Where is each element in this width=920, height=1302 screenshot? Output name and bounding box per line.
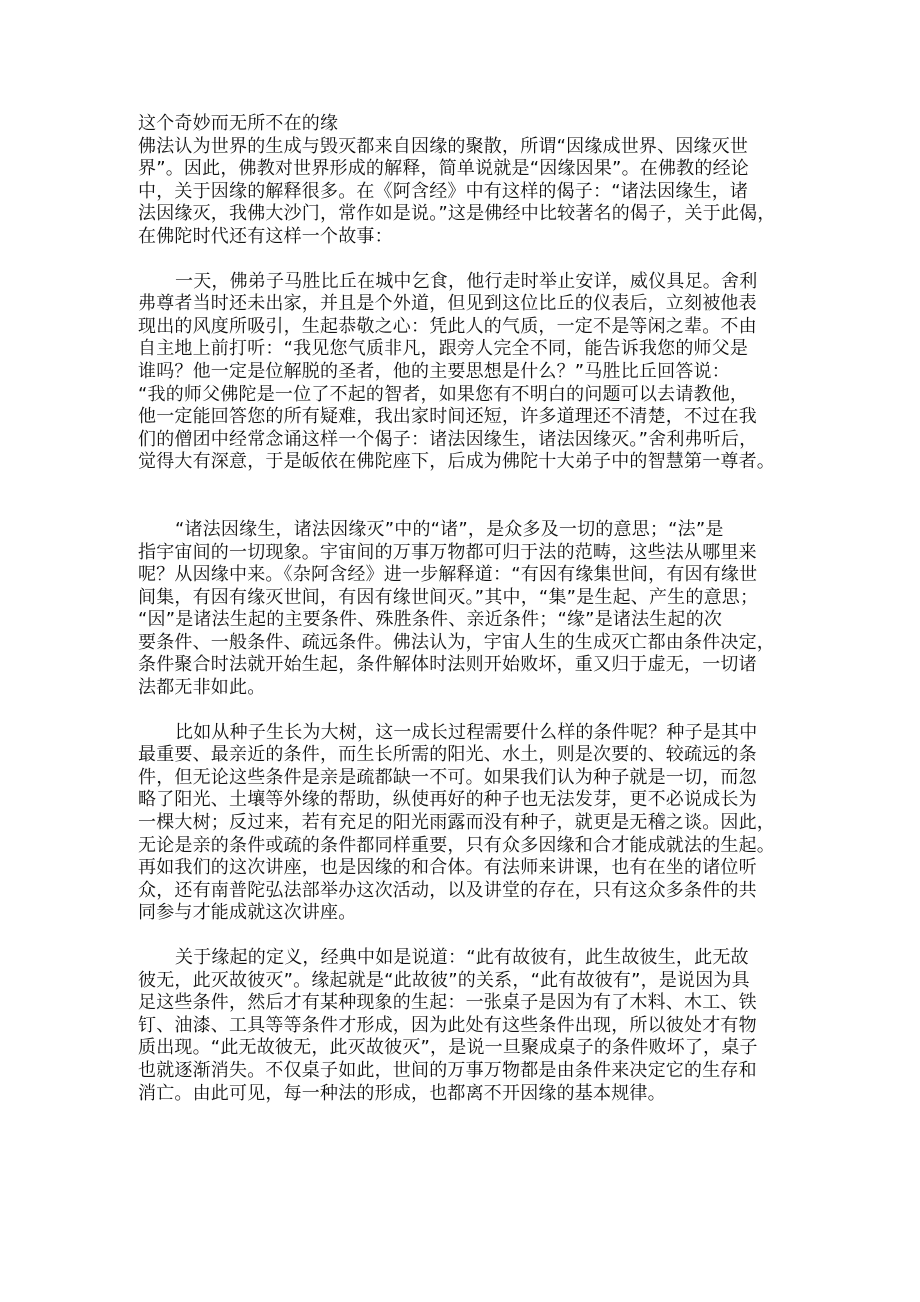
- paragraph-line: 一天，佛弟子马胜比丘在城中乞食，他行走时举止安详，威仪具足。舍利: [175, 270, 758, 292]
- paragraph-line: 略了阳光、土壤等外缘的帮助，纵使再好的种子也无法发芽，更不必说成长为: [138, 789, 757, 811]
- paragraph-line: 弗尊者当时还未出家，并且是个外道，但见到这位比丘的仪表后，立刻被他表: [138, 293, 757, 315]
- paragraph-line: 件，但无论这些条件是亲是疏都缺一不可。如果我们认为种子就是一切，而忽: [138, 766, 757, 788]
- paragraph-1: [138, 136, 788, 249]
- paragraph-line: 佛法认为世界的生成与毁灭都来自因缘的聚散，所谓“因缘成世界、因缘灭世: [138, 135, 749, 157]
- paragraph-line: 现出的风度所吸引，生起恭敬之心：凭此人的气质，一定不是等闲之辈。不由: [138, 315, 757, 337]
- paragraph-line: 觉得大有深意，于是皈依在佛陀座下，后成为佛陀十大弟子中的智慧第一尊者。: [138, 451, 775, 473]
- paragraph-line: 一棵大树；反过来，若有充足的阳光雨露而没有种子，就更是无稽之谈。因此，: [138, 812, 775, 834]
- paragraph-line: “我的师父佛陀是一位了不起的智者，如果您有不明白的问题可以去请教他，: [138, 383, 749, 405]
- paragraph-line: 他一定能回答您的所有疑难，我出家时间还短，许多道理还不清楚，不过在我: [138, 406, 757, 428]
- paragraph-line: 也就逐渐消失。不仅桌子如此，世间的万事万物都是由条件来决定它的生存和: [138, 1059, 757, 1081]
- paragraph-line: 指宇宙间的一切现象。宇宙间的万事万物都可归于法的范畴，这些法从哪里来: [138, 541, 757, 563]
- paragraph-4: [138, 722, 788, 925]
- paragraph-line: 在佛陀时代还有这样一个故事：: [138, 225, 393, 247]
- paragraph-line: 谁吗？他一定是位解脱的圣者，他的主要思想是什么？”马胜比丘回答说：: [138, 360, 730, 382]
- paragraph-line: 最重要、最亲近的条件，而生长所需的阳光、水土，则是次要的、较疏远的条: [138, 744, 757, 766]
- paragraph-line: 足这些条件，然后才有某种现象的生起：一张桌子是因为有了木料、木工、铁: [138, 992, 757, 1014]
- paragraph-line: 间集，有因有缘灭世间，有因有缘世间灭。”其中，“集”是生起、产生的意思；: [138, 586, 759, 608]
- paragraph-line: 无论是亲的条件或疏的条件都同样重要，只有众多因缘和合才能成就法的生起。: [138, 834, 775, 856]
- paragraph-line: 再如我们的这次讲座，也是因缘的和合体。有法师来讲课，也有在坐的诸位听: [138, 857, 757, 879]
- paragraph-line: 呢？从因缘中来。《杂阿含经》进一步解释道：“有因有缘集世间，有因有缘世: [138, 564, 758, 586]
- paragraph-2: [138, 271, 788, 474]
- paragraph-line: 比如从种子生长为大树，这一成长过程需要什么样的条件呢？种子是其中: [175, 721, 758, 743]
- paragraph-line: “诸法因缘生，诸法因缘灭”中的“诸”，是众多及一切的意思；“法”是: [175, 518, 724, 540]
- paragraph-line: 中，关于因缘的解释很多。在《阿含经》中有这样的偈子：“诸法因缘生，诸: [138, 180, 749, 202]
- paragraph-line: 同参与才能成就这次讲座。: [138, 902, 357, 924]
- paragraph-line: 法因缘灭，我佛大沙门，常作如是说。”这是佛经中比较著名的偈子，关于此偈，: [138, 203, 776, 225]
- paragraph-3: [138, 519, 788, 700]
- paragraph-line: 质出现。“此无故彼无，此灭故彼灭”，是说一旦聚成桌子的条件败坏了，桌子: [138, 1037, 758, 1059]
- paragraph-line: 关于缘起的定义，经典中如是说道：“此有故彼有，此生故彼生，此无故: [175, 947, 749, 968]
- paragraph-line: 众，还有南普陀弘法部举办这次活动，以及讲堂的存在，只有这众多条件的共: [138, 879, 757, 901]
- paragraph-line: 们的僧团中经常念诵这样一个偈子：诸法因缘生，诸法因缘灭。”舍利弗听后，: [138, 428, 758, 450]
- paragraph-line: 界”。因此，佛教对世界形成的解释，简单说就是“因缘因果”。在佛教的经论: [138, 158, 749, 180]
- paragraph-line: 钉、油漆、工具等等条件才形成，因为此处有这些条件出现，所以彼处才有物: [138, 1014, 757, 1036]
- paragraph-line: 消亡。由此可见，每一种法的形成，也都离不开因缘的基本规律。: [138, 1082, 666, 1104]
- paragraph-line: “因”是诸法生起的主要条件、殊胜条件、亲近条件；“缘”是诸法生起的次: [138, 609, 723, 631]
- paragraph-line: 条件聚合时法就开始生起，条件解体时法则开始败坏，重又归于虚无，一切诸: [138, 654, 757, 676]
- paragraph-line: 彼无，此灭故彼灭”。缘起就是“此故彼”的关系，“此有故彼有”，是说因为具: [138, 969, 750, 991]
- document-title: 这个奇妙而无所不在的缘: [138, 113, 339, 134]
- paragraph-line: 要条件、一般条件、疏远条件。佛法认为，宇宙人生的生成灭亡都由条件决定，: [138, 631, 775, 653]
- paragraph-5: [138, 947, 788, 1105]
- document-page: [138, 113, 788, 1105]
- paragraph-line: 自主地上前打听：“我见您气质非凡，跟旁人完全不同，能告诉我您的师父是: [138, 338, 749, 360]
- paragraph-line: 法都无非如此。: [138, 677, 266, 699]
